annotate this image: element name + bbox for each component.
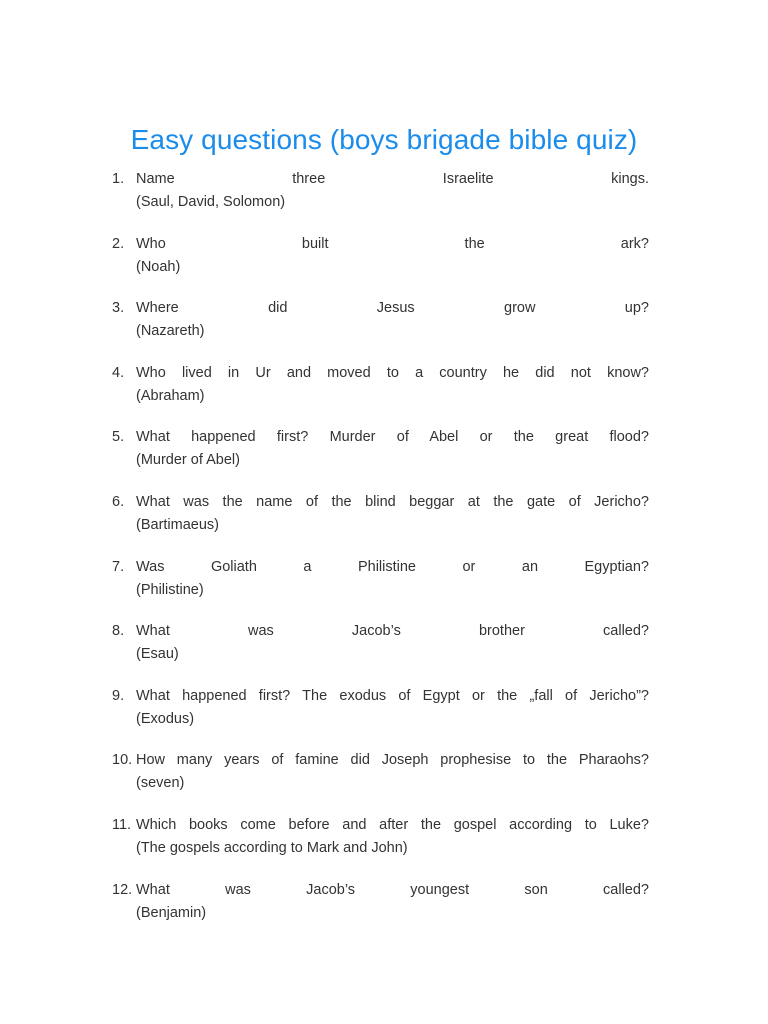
answer-text: (Esau) [136,646,179,663]
item-number: 8. [112,623,125,640]
question-text: What was the name of the blind beggar at the gate of Jericho? [136,494,649,510]
answer-text: (Benjamin) [136,904,207,921]
answer-text: (The gospels according to Mark and John) [136,840,408,856]
item-number: 12. [112,881,133,898]
quiz-item-6 [0,491,768,541]
answer-text: (Abraham) [136,387,205,404]
quiz-item-9 [0,685,768,735]
quiz-item-7 [0,556,768,606]
document-title: Easy questions (boys brigade bible quiz) [130,124,638,155]
answer-text: (Philistine) [136,581,204,598]
quiz-item-12 [0,879,768,929]
question-text: Which books come before and after the gospel according to Luke? [136,817,649,833]
question-text: What was Jacob’s youngest son called? [136,881,649,898]
item-number: 5. [112,429,125,446]
answer-text: (seven) [136,775,185,792]
quiz-item-11 [0,814,768,864]
question-text: What happened first? The exodus of Egypt or the „fall of Jericho”? [136,687,649,704]
question-text: Where did Jesus grow up? [136,300,649,317]
answer-text: (Noah) [136,258,181,275]
quiz-item-2 [0,233,768,283]
question-text: What happened first? Murder of Abel or the great flood? [136,429,649,446]
question-text: What was Jacob’s brother called? [136,623,649,640]
item-number: 7. [112,558,125,575]
item-number: 1. [112,171,125,187]
quiz-item-1 [0,168,768,218]
quiz-item-5 [0,426,768,476]
question-text: Was Goliath a Philistine or an Egyptian? [136,558,649,575]
item-number: 4. [112,364,125,381]
answer-text: (Exodus) [136,710,195,727]
answer-text: (Nazareth) [136,323,205,340]
question-text: Who built the ark? [136,235,649,252]
quiz-item-3 [0,297,768,347]
item-number: 6. [112,494,125,510]
answer-text: (Bartimaeus) [136,517,219,533]
item-number: 11. [112,817,132,833]
quiz-item-4 [0,362,768,412]
item-number: 10. [112,752,133,769]
answer-text: (Saul, David, Solomon) [136,194,286,210]
item-number: 9. [112,687,125,704]
item-number: 2. [112,235,125,252]
item-number: 3. [112,300,125,317]
question-text: How many years of famine did Joseph prophesise to the Pharaohs? [136,752,649,769]
quiz-item-8 [0,620,768,670]
question-text: Who lived in Ur and moved to a country he did not know? [136,364,649,381]
question-text: Name three Israelite kings. [136,171,649,187]
quiz-item-10 [0,749,768,799]
answer-text: (Murder of Abel) [136,452,240,469]
